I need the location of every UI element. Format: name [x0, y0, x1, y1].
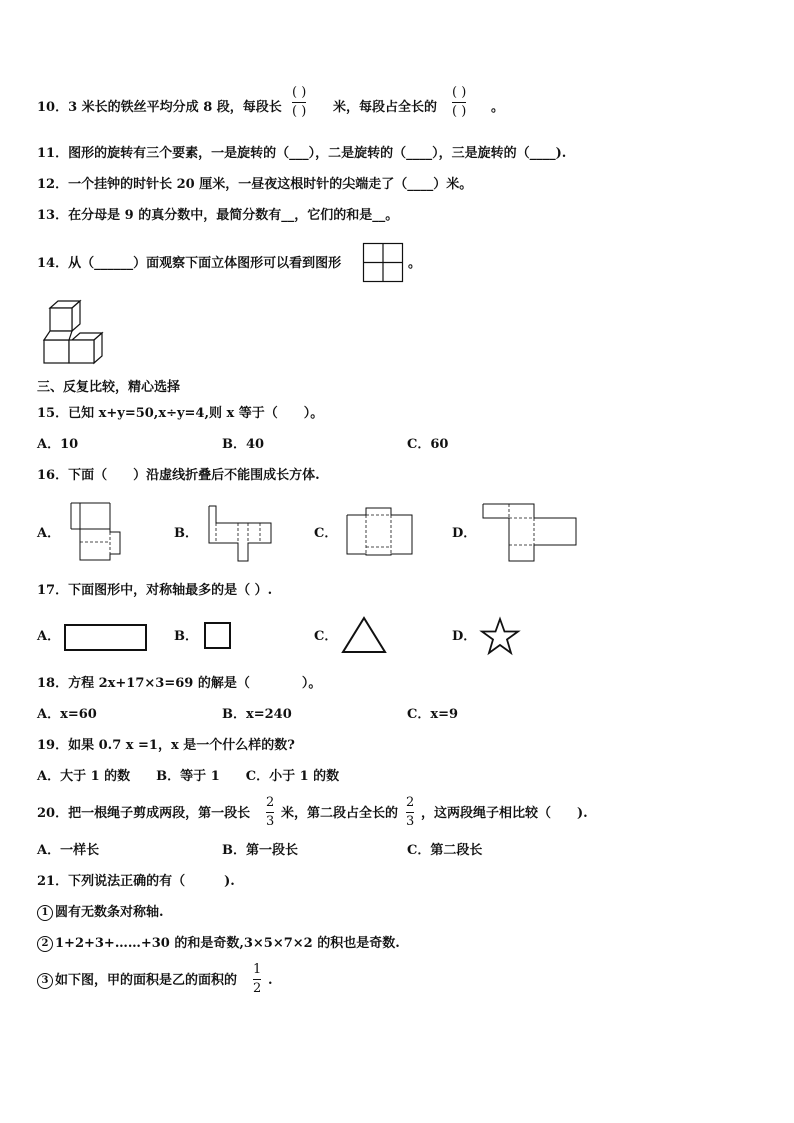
q14-text-b: 。 [408, 256, 422, 271]
q16-option-b[interactable]: B． [174, 526, 198, 541]
statement-3-text: 如下图，甲的面积是乙的面积的 [55, 973, 238, 988]
q16-option-d[interactable]: D． [452, 526, 477, 541]
star-figure [481, 618, 519, 656]
q16-stem: 16．下面（ ）沿虚线折叠后不能围成长方体. [37, 468, 320, 483]
fraction-denominator: 3 [406, 814, 415, 829]
q21-statement-3 [37, 972, 237, 990]
q15-option-b[interactable]: B．40 [222, 437, 265, 452]
section-3-title: 三、反复比较，精心选择 [37, 380, 181, 395]
fraction-numerator: ( ) [452, 85, 467, 100]
fraction-denominator: ( ) [292, 104, 307, 119]
q10-text-c: 。 [491, 100, 505, 115]
q18-option-a[interactable]: A．x=60 [37, 707, 97, 722]
q20-fraction-2 [406, 796, 414, 829]
q20-option-c[interactable]: C．第二段长 [407, 843, 483, 858]
q20-text-a: 20．把一根绳子剪成两段，第一段长 [37, 806, 251, 821]
q20-option-b[interactable]: B．第一段长 [222, 843, 298, 858]
fraction-denominator: 3 [266, 814, 275, 829]
q16-net-d [482, 503, 578, 563]
q21-statement-1 [37, 904, 164, 922]
circled-number-2: 2 [37, 936, 53, 952]
q13-text: 13．在分母是 9 的真分数中，最简分数有__，它们的和是__。 [37, 208, 399, 223]
fraction-denominator: 2 [253, 981, 262, 996]
q17-option-b[interactable]: B． [174, 629, 198, 644]
q21-stem: 21．下列说法正确的有（ ). [37, 874, 235, 889]
q20-fraction-1 [266, 796, 274, 829]
circled-number-1: 1 [37, 905, 53, 921]
q16-option-a[interactable]: A． [37, 526, 61, 541]
circled-number-3: 3 [37, 973, 53, 989]
square-figure [204, 622, 232, 650]
q19-options[interactable]: A．大于 1 的数 B．等于 1 C．小于 1 的数 [37, 769, 340, 784]
q17-option-a[interactable]: A． [37, 629, 61, 644]
q12-text: 12．一个挂钟的时针长 20 厘米，一昼夜这根时针的尖端走了（____）米。 [37, 177, 473, 192]
q21-fraction [253, 963, 261, 996]
triangle-figure [341, 616, 387, 654]
fraction-numerator: 2 [406, 795, 415, 810]
q14-text-a: 14．从（______）面观察下面立体图形可以看到图形 [37, 256, 342, 271]
q20-option-a[interactable]: A．一样长 [37, 843, 100, 858]
q21-statement-2 [37, 935, 400, 953]
q10-text-b: 米，每段占全长的 [333, 100, 438, 115]
q15-option-a[interactable]: A．10 [37, 437, 79, 452]
q10-text-a: 10．3 米长的铁丝平均分成 8 段，每段长 [37, 100, 282, 115]
q19-stem: 19．如果 0.7 x =1，x 是一个什么样的数? [37, 738, 295, 753]
q20-text-b: 米，第二段占全长的 [281, 806, 399, 821]
q18-option-c[interactable]: C．x=9 [407, 707, 459, 722]
q16-option-c[interactable]: C． [314, 526, 338, 541]
q16-net-b [208, 505, 274, 563]
q16-net-c [346, 507, 414, 557]
q17-option-c[interactable]: C． [314, 629, 338, 644]
q11-text: 11．图形的旋转有三个要素，一是旋转的（___），二是旋转的（____），三是旋转的（____). [37, 146, 567, 161]
q18-option-b[interactable]: B．x=240 [222, 707, 292, 722]
q20-text-c: ，这两段绳子相比较（ ). [421, 806, 588, 821]
statement-2-text: 1+2+3+……+30 的和是奇数,3×5×7×2 的积也是奇数. [55, 936, 400, 951]
q21-statement-3-end: . [268, 973, 273, 988]
q17-option-d[interactable]: D． [452, 629, 477, 644]
fraction-denominator: ( ) [452, 104, 467, 119]
q15-option-c[interactable]: C．60 [407, 437, 449, 452]
q17-stem: 17．下面图形中，对称轴最多的是（ ）. [37, 583, 273, 598]
q15-stem: 15．已知 x+y=50,x÷y=4,则 x 等于（ ）。 [37, 406, 324, 421]
rectangle-figure [64, 624, 148, 652]
q10-fraction-1 [292, 86, 306, 119]
q10-fraction-2 [452, 86, 466, 119]
fraction-numerator: 2 [266, 795, 275, 810]
statement-1-text: 圆有无数条对称轴. [55, 905, 164, 920]
q16-net-a [70, 502, 122, 562]
q18-stem: 18．方程 2x+17×3=69 的解是（ ）。 [37, 676, 322, 691]
q14-cube-stack-figure [42, 304, 108, 366]
q14-view-figure [363, 243, 403, 283]
fraction-numerator: 1 [253, 962, 262, 977]
fraction-numerator: ( ) [292, 85, 307, 100]
